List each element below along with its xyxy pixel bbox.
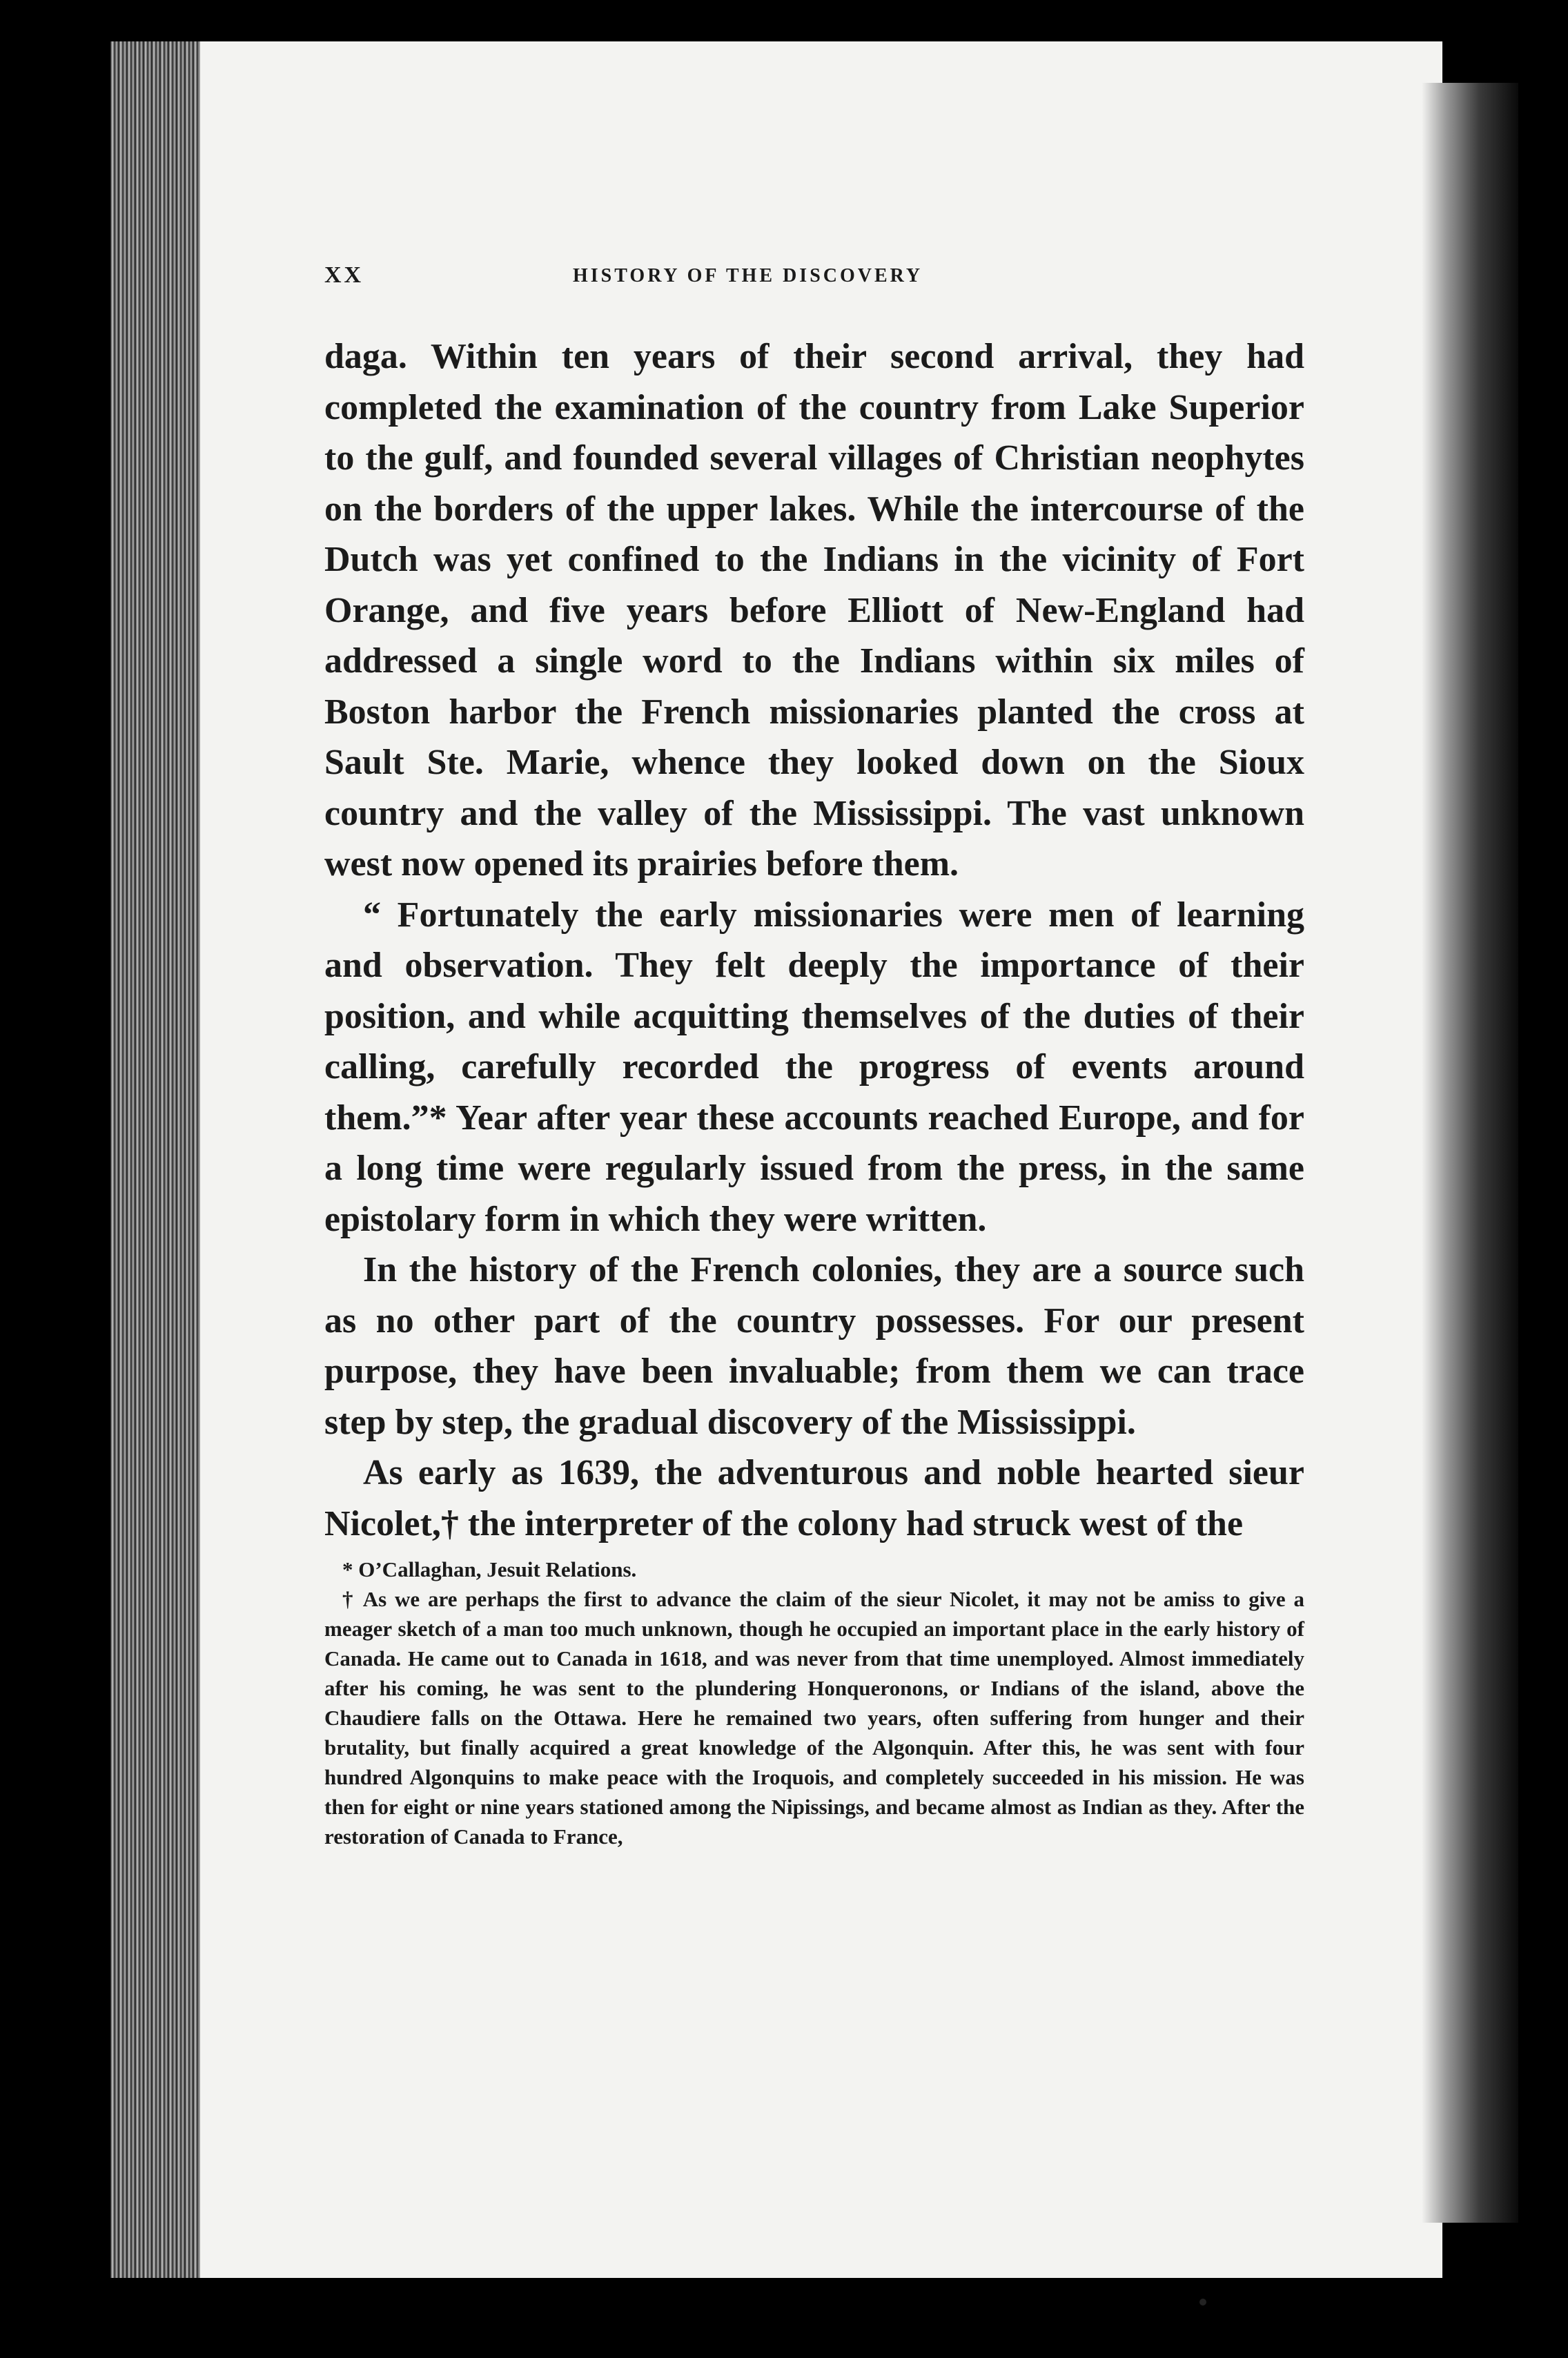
running-head — [324, 262, 1304, 304]
paragraph-4: As early as 1639, the adventurous and noble hearted sieur Nicolet,† the interpreter of the colony had struck west of the — [324, 1453, 1304, 1543]
ink-speck — [1199, 2299, 1206, 2306]
footnote-1: * O’Callaghan, Jesuit Relations. — [342, 1557, 637, 1581]
page-content — [324, 262, 1304, 1851]
footnote-2: † As we are perhaps the first to advance the claim of the sieur Nicolet, it may not be amiss to give a meager sketch of a man too much unknown, though he occupied an important place in the early history of Canada. He came out to Canada in 1618, and was never from that time unemployed. Almost immediately after his coming, he was sent to the plundering Honqueronons, or Indians of the island, above the Chaudiere falls on the Ottawa. Here he remained two years, often suffering from hunger and their brutality, but finally acquired a great knowledge of the Algonquin. After this, he was sent with four hundred Algonquins to make peace with the Iroquois, and completely succeeded in his mission. He was then for eight or nine years stationed among the Nipissings, and became almost as Indian as they. After the restoration of Canada to France, — [324, 1587, 1304, 1849]
page-edge-right — [1422, 83, 1518, 2223]
running-title: HISTORY OF THE DISCOVERY — [573, 265, 923, 286]
footnotes — [324, 1555, 1304, 1851]
paragraph-2: “ Fortunately the early missionaries were men of learning and observation. They felt deeply the importance of their position, and while acquitting themselves of the duties of their calling, carefully recorded the progress of events around them.”* Year after year these accounts reached Europe, and for a long time were regularly issued from the press, in the same epistolary form in which they were written. — [324, 895, 1304, 1239]
paragraph-1: daga. Within ten years of their second arrival, they had completed the examination of the country from Lake Superior to the gulf, and founded several villages of Christian neophytes on the borders of the upper lakes. While the intercourse of the Dutch was yet confined to the Indians in the vicinity of Fort Orange, and five years before Elliott of New-England had addressed a single word to the Indians within six miles of Boston harbor the French missionaries planted the cross at Sault Ste. Marie, whence they looked down on the Sioux country and the valley of the Mississippi. The vast unknown west now opened its prairies before them. — [324, 337, 1304, 884]
paragraph-3: In the history of the French colonies, they are a source such as no other part of the country possesses. For our present purpose, they have been invaluable; from them we can trace step by step, the gradual discovery of the Mississippi. — [324, 1250, 1304, 1442]
page-number: XX — [324, 262, 364, 288]
book-spine-left — [110, 41, 207, 2278]
